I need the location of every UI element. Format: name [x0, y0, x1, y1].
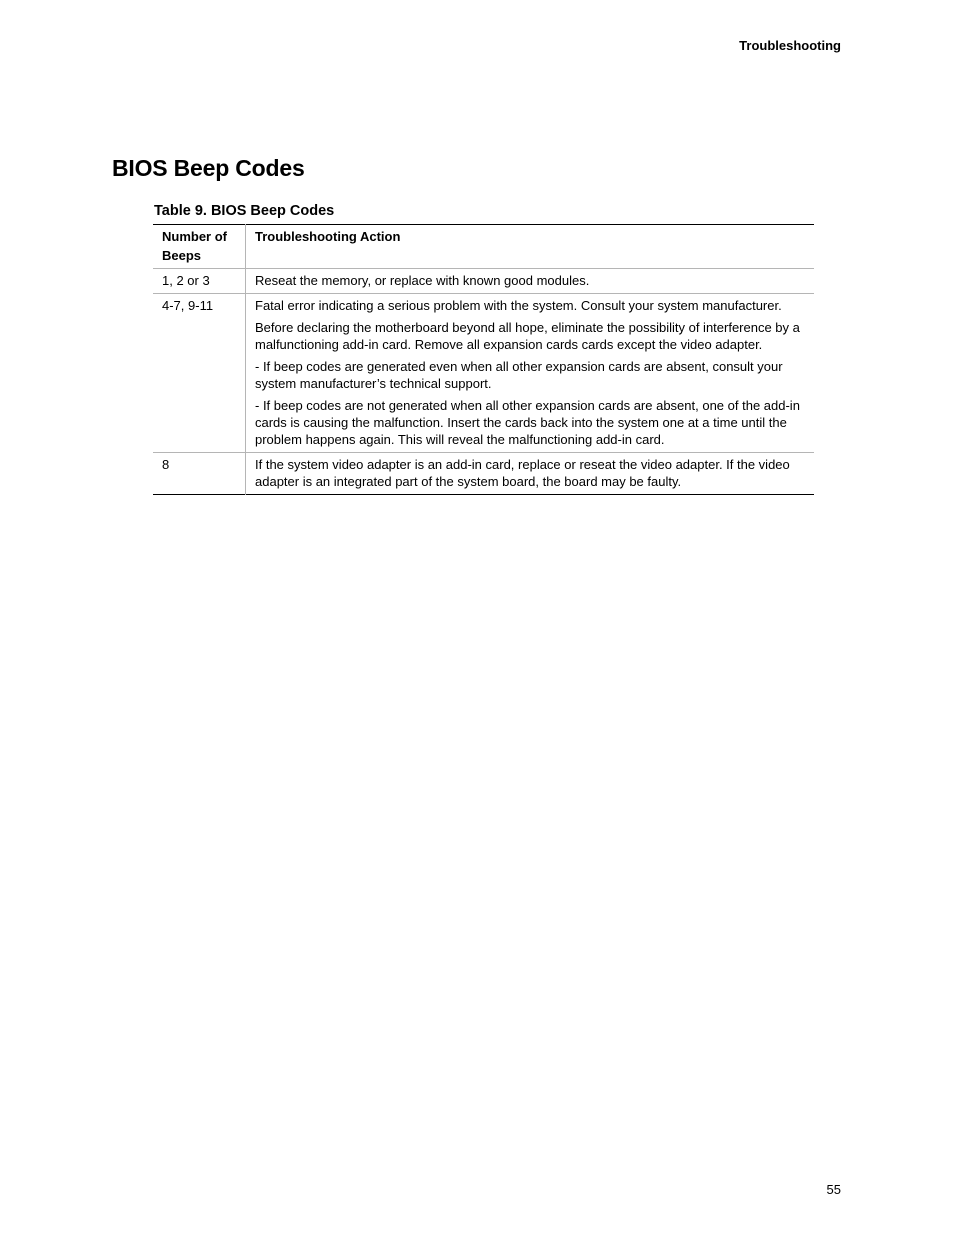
action-paragraph: Before declaring the motherboard beyond all hope, eliminate the possibility of interference by a malfunctioning add-in card. Remove all expansion cards cards except the video adapter.: [255, 320, 800, 352]
page-number: 55: [826, 1182, 841, 1197]
table-caption: Table 9. BIOS Beep Codes: [154, 203, 335, 219]
page-title: BIOS Beep Codes: [112, 155, 305, 181]
action-cell: [246, 269, 815, 294]
action-paragraph: - If beep codes are not generated when all other expansion cards are absent, one of the add-in cards is causing the malfunction. Insert the cards back into the system one at a time until the problem happens again. This will reveal the malfunctioning add-in card.: [255, 398, 800, 447]
beep-count-cell: 4-7, 9-11: [153, 294, 246, 453]
action-paragraph: If the system video adapter is an add-in card, replace or reseat the video adapter. If the video adapter is an integrated part of the system board, the board may be faulty.: [255, 457, 790, 489]
running-header: Troubleshooting: [739, 38, 841, 53]
table-row: [153, 453, 814, 495]
table-row: [153, 269, 814, 294]
table-row: [153, 294, 814, 453]
beep-count-cell: 1, 2 or 3: [153, 269, 246, 294]
column-header-beeps: Number of Beeps: [153, 225, 246, 269]
action-cell: [246, 453, 815, 495]
beep-count-cell: 8: [153, 453, 246, 495]
beep-codes-table: [153, 224, 814, 495]
action-cell: [246, 294, 815, 453]
table-header-row: [153, 225, 814, 269]
action-paragraph: Reseat the memory, or replace with known good modules.: [255, 273, 590, 288]
column-header-action: Troubleshooting Action: [255, 229, 401, 244]
action-paragraph: - If beep codes are generated even when all other expansion cards are absent, consult your system manufacturer’s technical support.: [255, 359, 783, 391]
action-paragraph: Fatal error indicating a serious problem with the system. Consult your system manufacturer.: [255, 298, 782, 313]
